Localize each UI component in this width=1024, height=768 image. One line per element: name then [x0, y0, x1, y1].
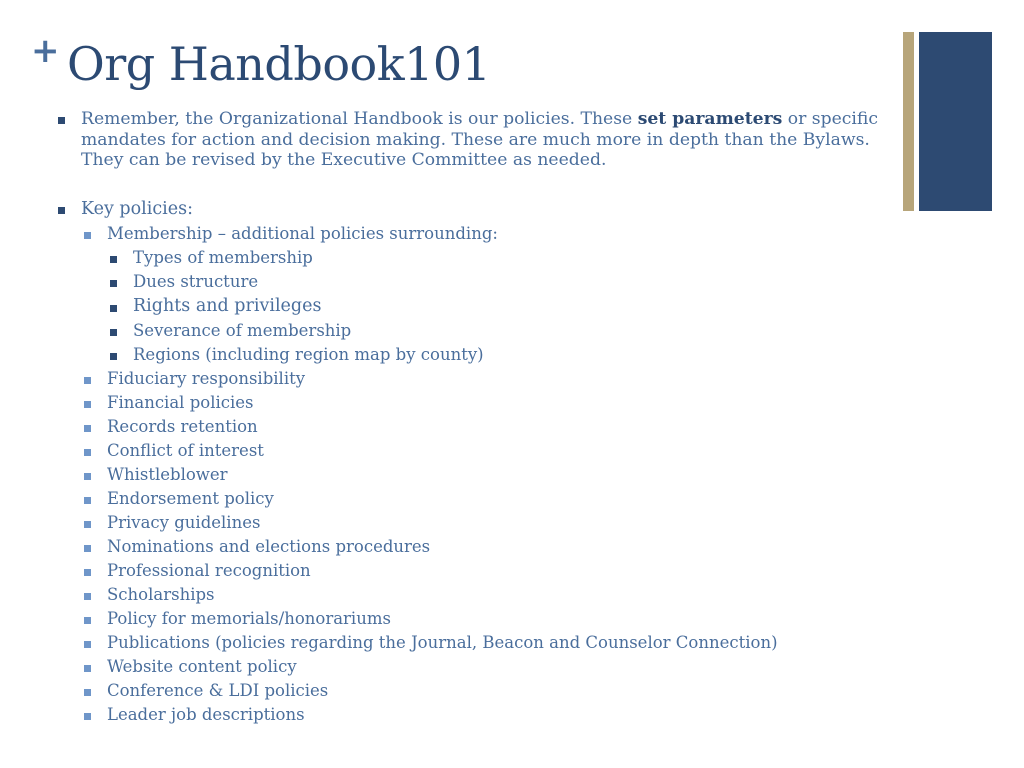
slide-title: Org Handbook101 — [67, 37, 491, 91]
list-item: Conference & LDI policies — [107, 681, 329, 700]
bullet-square-icon — [84, 593, 91, 600]
list-item: Scholarships — [107, 585, 215, 604]
intro-paragraph — [81, 109, 901, 171]
bullet-square-icon — [58, 117, 65, 124]
list-item: Financial policies — [107, 393, 254, 412]
list-item: Policy for memorials/honorariums — [107, 609, 391, 628]
bullet-square-icon — [84, 377, 91, 384]
bullet-square-icon — [84, 232, 91, 239]
bullet-square-icon — [84, 545, 91, 552]
intro-text-end: or specific mandates for action and decision making. These are much more in depth than the Bylaws. They can be revised by the Executive Committee as needed. — [81, 109, 878, 170]
list-item: Endorsement policy — [107, 489, 274, 508]
bullet-square-icon — [84, 665, 91, 672]
bullet-square-icon — [58, 207, 65, 214]
list-item: Conflict of interest — [107, 441, 264, 460]
bullet-square-icon — [84, 449, 91, 456]
intro-emphasis: set parameters — [637, 109, 783, 129]
bullet-square-icon — [110, 256, 117, 263]
list-item: Whistleblower — [107, 465, 228, 484]
list-item: Privacy guidelines — [107, 513, 261, 532]
bullet-square-icon — [84, 497, 91, 504]
list-item: Types of membership — [133, 248, 313, 267]
bullet-square-icon — [84, 617, 91, 624]
bullet-square-icon — [110, 280, 117, 287]
bullet-square-icon — [84, 401, 91, 408]
list-item: Rights and privileges — [133, 296, 322, 316]
bullet-square-icon — [84, 569, 91, 576]
list-item: Fiduciary responsibility — [107, 369, 306, 388]
list-item: Nominations and elections procedures — [107, 537, 431, 556]
list-item: Publications (policies regarding the Journal, Beacon and Counselor Connection) — [107, 633, 778, 652]
bullet-square-icon — [84, 641, 91, 648]
bullet-square-icon — [84, 689, 91, 696]
bullet-square-icon — [84, 425, 91, 432]
bullet-square-icon — [110, 353, 117, 360]
bullet-square-icon — [84, 521, 91, 528]
list-item: Dues structure — [133, 272, 259, 291]
plus-icon: + — [31, 31, 60, 71]
list-item: Leader job descriptions — [107, 705, 305, 724]
list-item: Regions (including region map by county) — [133, 345, 484, 364]
list-item: Professional recognition — [107, 561, 311, 580]
list-item: Severance of membership — [133, 321, 352, 340]
bullet-square-icon — [110, 329, 117, 336]
intro-text-start: Remember, the Organizational Handbook is our policies. These — [81, 109, 638, 129]
bullet-square-icon — [84, 713, 91, 720]
list-item-membership: Membership – additional policies surrounding: — [107, 224, 498, 243]
bullet-square-icon — [84, 473, 91, 480]
bullet-square-icon — [110, 305, 117, 312]
list-item: Website content policy — [107, 657, 297, 676]
key-policies-heading: Key policies: — [81, 199, 193, 219]
list-item: Records retention — [107, 417, 258, 436]
